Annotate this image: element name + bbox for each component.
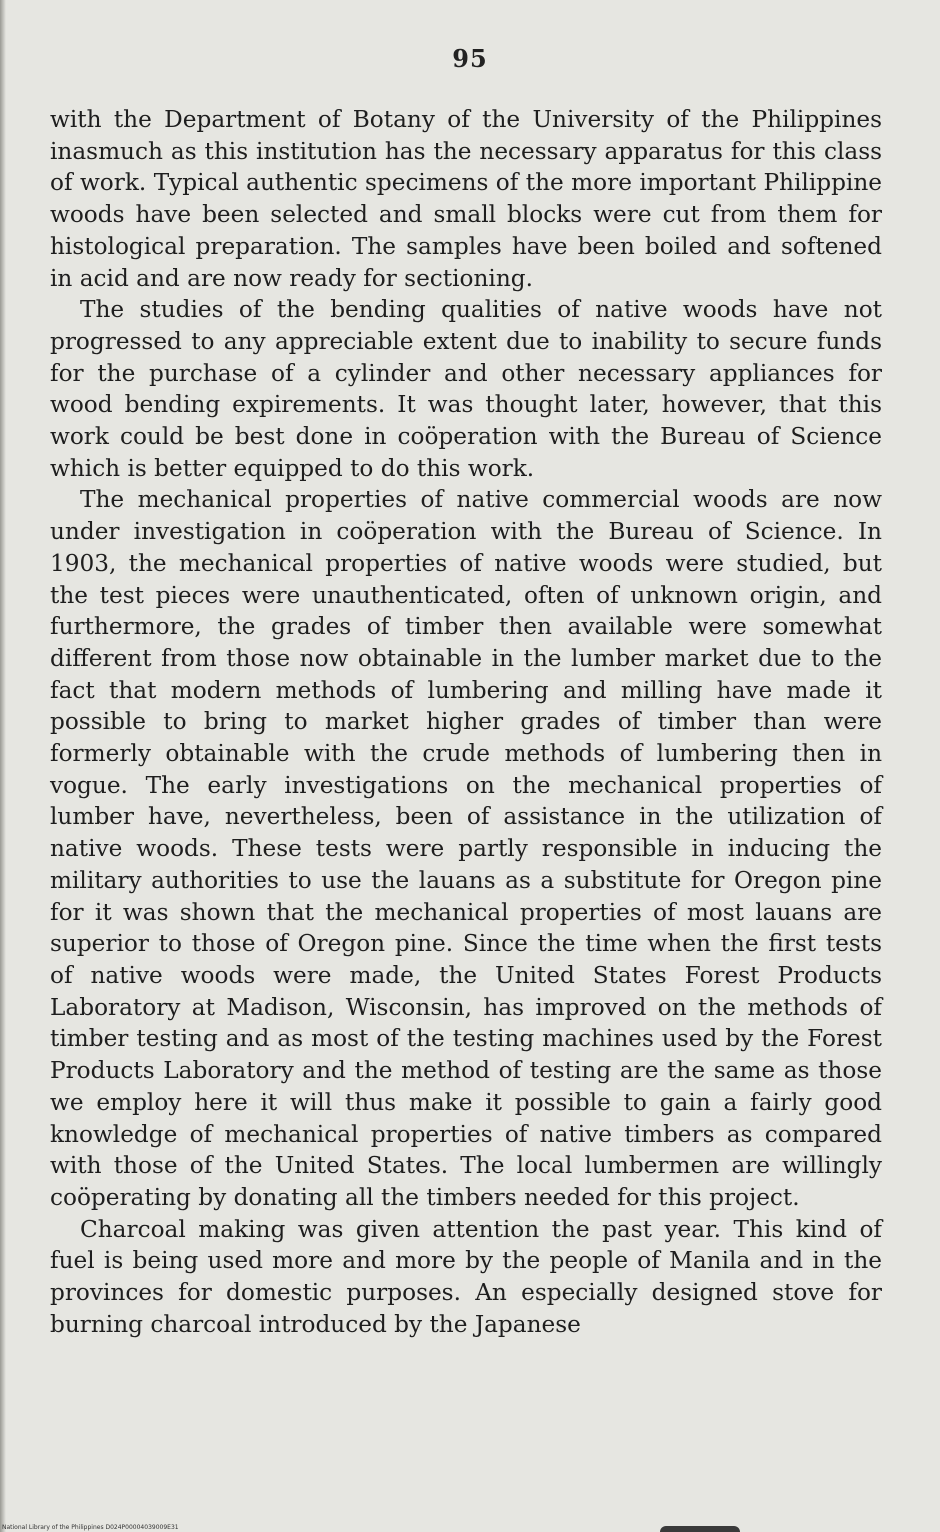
paragraph-2: The studies of the bending qualities of native woods have not progressed to any appreciable extent due to inability to secure funds for the purchase of a cylinder and other necessary appliances for wood bending expirements. It was thought later, however, that this work could be best done in coöperation with the Bureau of Science which is better equipped to do this work. — [50, 296, 882, 482]
paragraph-4: Charcoal making was given attention the past year. This kind of fuel is being used more and more by the people of Manila and in the provinces for domestic purposes. An especially designed stove for burning charcoal introduced by the Japanese — [50, 1215, 882, 1338]
page-binding-edge — [0, 0, 6, 1532]
paragraph-3: The mechanical properties of native commercial woods are now under investigation in coöperation with the Bureau of Science. In 1903, the mechanical properties of native woods were studied, but the test pieces were unauthenticated, often of unknown origin, and furthermore, the grades of timber then available were somewhat different from those now obtainable in the lumber market due to the fact that modern methods of lumbering and milling have made it possible to bring to market higher grades of timber than were formerly obtainable with the crude methods of lumbering then in vogue. The early investigations on the mechanical properties of lumber have, nevertheless, been of assistance in the utilization of native woods. These tests were partly responsible in inducing the military authorities to use the lauans as a substitute for Oregon pine for it was shown that the mechanical properties of most lauans are superior to those of Oregon pine. Since the time when the first tests of native woods were made, the United States Forest Products Laboratory at Madison, Wisconsin, has improved on the methods of timber testing and as most of the testing machines used by the Forest Products Laboratory and the method of testing are the same as those we employ here it will thus make it possible to gain a fairly good knowledge of mechanical properties of native timbers as compared with those of the United States. The local lumbermen are willingly coöperating by donating all the timbers needed for this project. — [50, 486, 882, 1211]
page-number: 95 — [452, 44, 488, 73]
paragraph-1: with the Department of Botany of the University of the Philippines inasmuch as this institution has the necessary apparatus for this class of work. Typical authentic specimens of the more important Philippine woods have been selected and small blocks were cut from them for histological preparation. The samples have been boiled and softened in acid and are now ready for sectioning. — [50, 106, 882, 292]
scan-shadow — [660, 1526, 740, 1532]
library-stamp: National Library of the Philippines D024P00004039009E31 — [2, 1524, 179, 1531]
body-text — [50, 104, 882, 1340]
